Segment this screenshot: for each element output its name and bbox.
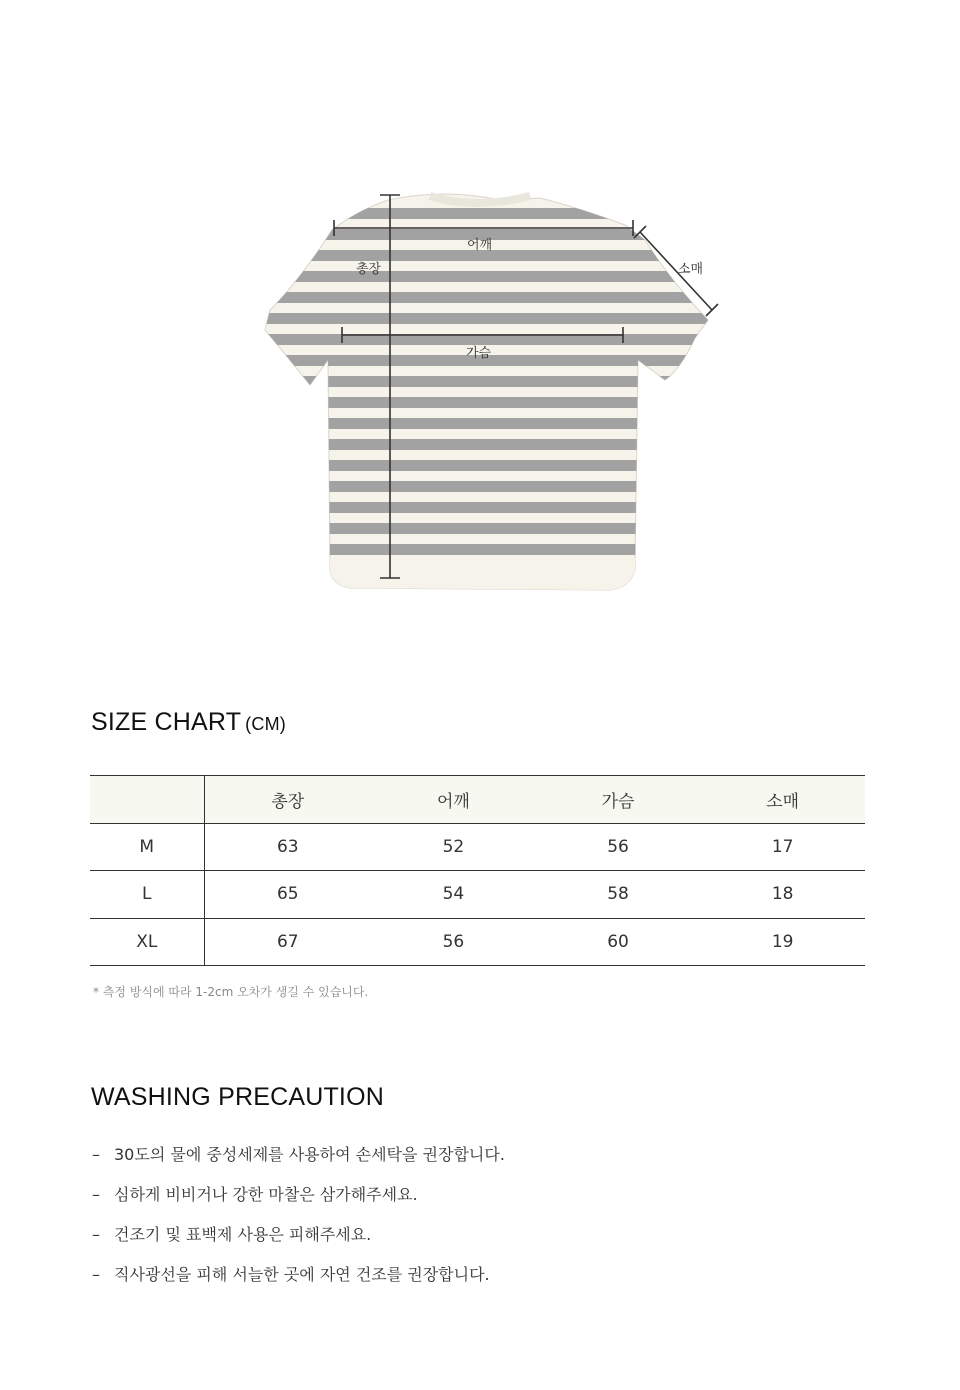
dash-marker: – — [92, 1225, 100, 1244]
shirt-stripe — [240, 292, 740, 303]
value-cell: 54 — [442, 884, 465, 905]
washing-item-text: 직사광선을 피해 서늘한 곳에 자연 건조를 권장합니다. — [114, 1265, 490, 1284]
product-figure — [240, 170, 740, 610]
header-cell-length: 총장 — [271, 791, 305, 812]
header-cell-sleeve: 소매 — [766, 791, 800, 812]
value-cell: 63 — [276, 836, 299, 857]
value-cell: 56 — [607, 836, 629, 857]
list-item — [92, 1263, 505, 1303]
shirt-stripe — [240, 397, 740, 408]
washing-item-text: 30도의 물에 중성세제를 사용하여 손세탁을 권장합니다. — [114, 1145, 505, 1164]
value-cell: 58 — [607, 884, 629, 905]
size-chart-title — [91, 708, 286, 737]
sleeve-label: 소매 — [678, 262, 704, 277]
value-cell: 56 — [442, 931, 465, 952]
header-cell-size — [90, 776, 204, 824]
shirt-stripe — [240, 208, 740, 219]
shirt-stripe — [240, 544, 740, 555]
shirt-stripe — [240, 502, 740, 513]
washing-item-text: 심하게 비비거나 강한 마찰은 삼가해주세요. — [114, 1185, 418, 1204]
value-cell: 60 — [607, 931, 629, 952]
washing-title: WASHING PRECAUTION — [91, 1083, 384, 1111]
shoulder-label: 어깨 — [467, 238, 493, 253]
size-chart-title-text: SIZE CHART — [91, 708, 242, 736]
value-cell: 67 — [276, 931, 299, 952]
measurement-note: * 측정 방식에 따라 1-2cm 오차가 생길 수 있습니다. — [93, 985, 369, 999]
shirt-stripe — [240, 460, 740, 471]
size-cell: M — [90, 823, 204, 871]
length-label: 총장 — [356, 262, 382, 277]
value-cell: 52 — [442, 836, 465, 857]
size-cell: XL — [90, 918, 204, 966]
value-cell: 18 — [771, 884, 794, 905]
washing-list — [92, 1143, 505, 1303]
dash-marker: – — [92, 1185, 100, 1204]
list-item — [92, 1183, 505, 1223]
table-row — [90, 918, 865, 966]
table-row — [90, 823, 865, 871]
list-item — [92, 1143, 505, 1183]
washing-item-text: 건조기 및 표백제 사용은 피해주세요. — [114, 1225, 372, 1244]
list-item — [92, 1223, 505, 1263]
header-cell-shoulder: 어깨 — [437, 791, 470, 812]
size-chart-unit: (CM) — [245, 714, 286, 734]
shirt-stripe — [240, 418, 740, 429]
hem-rib — [328, 558, 638, 590]
value-cell: 17 — [771, 836, 794, 857]
shirt-stripe — [240, 271, 740, 282]
table-row — [90, 871, 865, 919]
value-cell: 65 — [276, 884, 299, 905]
table-header-row — [90, 776, 865, 824]
chest-label: 가슴 — [466, 346, 492, 361]
dash-marker: – — [92, 1265, 100, 1284]
shirt-stripe — [240, 481, 740, 492]
value-cell: 19 — [771, 931, 794, 952]
shirt-stripe — [240, 439, 740, 450]
dash-marker: – — [92, 1145, 100, 1164]
shirt-stripe — [240, 523, 740, 534]
header-cell-chest: 가슴 — [601, 791, 635, 812]
size-cell: L — [90, 871, 204, 919]
shirt-stripe — [240, 376, 740, 387]
size-chart-table — [90, 775, 865, 966]
shirt-stripe — [240, 313, 740, 324]
